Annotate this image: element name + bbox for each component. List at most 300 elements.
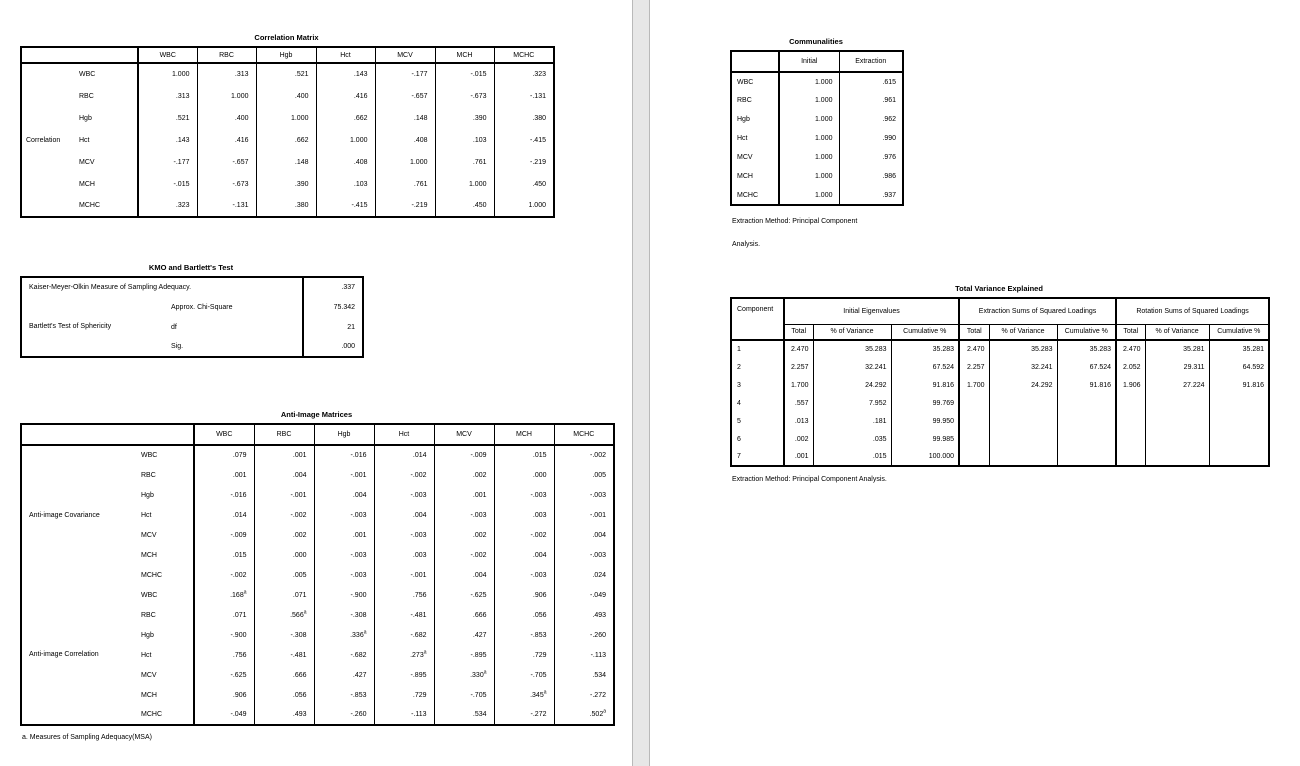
row-label: Hct	[737, 135, 748, 142]
value-cell: -.131	[494, 85, 554, 107]
value-cell: -.003	[554, 545, 614, 565]
value-cell	[989, 394, 1057, 412]
value-cell: .666	[434, 605, 494, 625]
value-cell: -.001	[554, 505, 614, 525]
table-row	[731, 412, 1269, 430]
value-cell: -.003	[494, 485, 554, 505]
table-row	[731, 340, 1269, 358]
value-cell: -.219	[494, 151, 554, 173]
value-cell: 32.241	[813, 358, 891, 376]
table-row	[21, 585, 614, 605]
value-cell: .313	[197, 63, 256, 85]
column-header: RBC	[254, 424, 314, 445]
value-cell: -.177	[375, 63, 435, 85]
value-cell	[1209, 448, 1269, 466]
value-cell: 35.283	[891, 340, 959, 358]
column-header: Total	[1116, 324, 1145, 340]
value-cell	[1057, 430, 1116, 448]
value-cell: .906	[494, 585, 554, 605]
value-cell: -.625	[434, 585, 494, 605]
value-cell: -.895	[434, 645, 494, 665]
value-cell: -.415	[316, 195, 375, 217]
value-cell: -.001	[374, 565, 434, 585]
component-cell: 4	[737, 399, 741, 407]
value-cell: 1.000	[256, 107, 316, 129]
row-label: WBC	[141, 591, 158, 599]
value-cell: 1.000	[779, 167, 839, 186]
table-row	[731, 91, 903, 110]
value-cell: .380	[494, 107, 554, 129]
total-variance-footer: Extraction Method: Principal Component Analysis.	[732, 476, 887, 483]
value-cell: .521	[256, 63, 316, 85]
value-cell: -.682	[314, 645, 374, 665]
table-row	[731, 129, 903, 148]
value-cell: -.657	[197, 151, 256, 173]
value-cell: .013	[784, 412, 813, 430]
value-cell: .148	[256, 151, 316, 173]
value-cell: -.673	[435, 85, 494, 107]
value-cell: .323	[494, 63, 554, 85]
column-header: MCV	[434, 424, 494, 445]
value-cell	[959, 394, 989, 412]
value-cell: .400	[256, 85, 316, 107]
value-cell	[989, 430, 1057, 448]
value-cell: 35.281	[1209, 340, 1269, 358]
value-cell: -.003	[314, 545, 374, 565]
component-cell: 7	[737, 453, 741, 460]
total-variance-table	[730, 297, 1270, 467]
component-cell: 2	[737, 363, 741, 371]
value-cell: .071	[254, 585, 314, 605]
row-label: Hgb	[141, 491, 154, 499]
row-label: Hct	[141, 651, 152, 659]
stat-value: 21	[303, 317, 363, 337]
value-cell: -.016	[194, 485, 254, 505]
value-cell: .662	[256, 129, 316, 151]
stat-label: df	[171, 323, 177, 331]
value-cell: -.481	[374, 605, 434, 625]
value-cell: .761	[375, 173, 435, 195]
correlation-matrix-title: Correlation Matrix	[254, 33, 319, 42]
value-cell: -.015	[435, 63, 494, 85]
value-cell: -.049	[554, 585, 614, 605]
value-cell: -.003	[434, 505, 494, 525]
table-row	[21, 151, 554, 173]
row-label: RBC	[141, 611, 156, 619]
row-label: Hgb	[141, 631, 154, 639]
value-cell: -.177	[138, 151, 197, 173]
value-cell	[1145, 394, 1209, 412]
value-cell: .557	[784, 394, 813, 412]
anti-image-table	[20, 423, 615, 726]
value-cell: 2.257	[959, 358, 989, 376]
value-cell: .756	[374, 585, 434, 605]
value-cell: .000	[494, 465, 554, 485]
value-cell: -.003	[314, 565, 374, 585]
value-cell: 1.000	[197, 85, 256, 107]
row-label: MCH	[141, 551, 157, 559]
column-header: % of Variance	[989, 324, 1057, 340]
kmo-test-block	[20, 262, 362, 358]
value-cell: 35.283	[813, 340, 891, 358]
table-row	[21, 85, 554, 107]
value-cell	[1145, 448, 1209, 466]
footer-line: Analysis.	[732, 241, 761, 248]
value-cell	[1057, 412, 1116, 430]
row-label: MCHC	[737, 191, 758, 199]
value-cell: 91.816	[891, 376, 959, 394]
value-cell: .534	[434, 705, 494, 725]
value-cell: 67.524	[891, 358, 959, 376]
value-cell: 2.470	[1116, 340, 1145, 358]
table-row	[21, 129, 554, 151]
value-cell: -.853	[494, 625, 554, 645]
value-cell: -.113	[554, 645, 614, 665]
value-cell: -.900	[314, 585, 374, 605]
anti-image-title: Anti-Image Matrices	[280, 410, 353, 419]
table-row	[21, 173, 554, 195]
value-cell: -.900	[194, 625, 254, 645]
table-row	[731, 72, 903, 91]
header-row	[731, 298, 1269, 324]
column-header: MCHC	[554, 424, 614, 445]
value-cell: 91.816	[1209, 376, 1269, 394]
value-cell: .345$^a$	[494, 685, 554, 705]
bartlett-label: Bartlett's Test of Sphericity	[29, 323, 112, 330]
value-cell: -.673	[197, 173, 256, 195]
value-cell	[1116, 394, 1145, 412]
value-cell: 99.769	[891, 394, 959, 412]
value-cell: .004	[494, 545, 554, 565]
value-cell: 1.000	[138, 63, 197, 85]
value-cell: .001	[784, 448, 813, 466]
value-cell: .380	[256, 195, 316, 217]
table-row	[731, 110, 903, 129]
column-header: WBC	[138, 47, 197, 63]
value-cell	[989, 412, 1057, 430]
value-cell: .990	[839, 129, 903, 148]
value-cell: .181	[813, 412, 891, 430]
value-cell: .416	[197, 129, 256, 151]
column-header: % of Variance	[1145, 324, 1209, 340]
total-variance-title: Total Variance Explained	[955, 284, 1043, 293]
group-label: Correlation	[26, 136, 61, 144]
row-label: RBC	[737, 97, 752, 104]
column-header: WBC	[194, 424, 254, 445]
value-cell: .014	[374, 445, 434, 465]
column-header: Hgb	[314, 424, 374, 445]
value-cell: 99.985	[891, 430, 959, 448]
group-label: Anti-image Correlation	[29, 651, 99, 658]
value-cell: -.705	[494, 665, 554, 685]
value-cell: -.002	[254, 505, 314, 525]
component-cell: 3	[737, 381, 741, 389]
value-cell: -.308	[254, 625, 314, 645]
group-header: Initial Eigenvalues	[784, 298, 959, 324]
group-label: Anti-image Covariance	[29, 512, 100, 519]
table-row	[731, 448, 1269, 466]
row-label: MCV	[79, 158, 95, 166]
value-cell: -.002	[434, 545, 494, 565]
value-cell	[1057, 394, 1116, 412]
value-cell: .390	[256, 173, 316, 195]
column-header: Hct	[316, 47, 375, 63]
value-cell: .566$^a$	[254, 605, 314, 625]
group-header: Extraction Sums of Squared Loadings	[959, 298, 1116, 324]
value-cell	[1145, 430, 1209, 448]
kmo-label: Kaiser-Meyer-Olkin Measure of Sampling Adequacy.	[29, 284, 192, 291]
stat-value: 75.342	[303, 297, 363, 317]
value-cell: .450	[435, 195, 494, 217]
value-cell: -.625	[194, 665, 254, 685]
value-cell: 1.906	[1116, 376, 1145, 394]
value-cell: 1.000	[316, 129, 375, 151]
value-cell: .168$^a$	[194, 585, 254, 605]
value-cell	[959, 448, 989, 466]
value-cell: .003	[374, 545, 434, 565]
value-cell: -.272	[494, 705, 554, 725]
value-cell: -.015	[138, 173, 197, 195]
value-cell: .427	[434, 625, 494, 645]
value-cell: .056	[494, 605, 554, 625]
header-row	[21, 47, 554, 63]
value-cell: .004	[254, 465, 314, 485]
value-cell: -.682	[374, 625, 434, 645]
value-cell: .976	[839, 148, 903, 167]
value-cell: 2.257	[784, 358, 813, 376]
value-cell: -.272	[554, 685, 614, 705]
value-cell: 1.700	[959, 376, 989, 394]
value-cell: 91.816	[1057, 376, 1116, 394]
value-cell: .906	[194, 685, 254, 705]
value-cell: .962	[839, 110, 903, 129]
value-cell: .330$^a$	[434, 665, 494, 685]
row-label: MCHC	[141, 571, 162, 579]
value-cell: .937	[839, 186, 903, 205]
value-cell: -.003	[374, 485, 434, 505]
value-cell: .662	[316, 107, 375, 129]
value-cell: -.260	[314, 705, 374, 725]
row-label: MCH	[79, 180, 95, 188]
table-row	[731, 394, 1269, 412]
column-header: MCH	[435, 47, 494, 63]
value-cell: 1.000	[779, 110, 839, 129]
value-cell	[1116, 430, 1145, 448]
correlation-matrix-table	[20, 46, 555, 218]
value-cell: 1.000	[779, 91, 839, 110]
value-cell	[1209, 394, 1269, 412]
column-header: Total	[959, 324, 989, 340]
value-cell: 2.470	[959, 340, 989, 358]
component-header: Component	[731, 298, 784, 340]
communalities-footer	[730, 210, 902, 256]
table-row	[731, 167, 903, 186]
value-cell: -.853	[314, 685, 374, 705]
component-cell: 6	[737, 435, 741, 443]
row-label: Hct	[141, 511, 152, 519]
value-cell: 35.281	[1145, 340, 1209, 358]
table-row	[731, 430, 1269, 448]
value-cell: .001	[194, 465, 254, 485]
table-row	[731, 358, 1269, 376]
corner-cell	[731, 51, 779, 72]
value-cell: -.003	[494, 565, 554, 585]
group-header: Rotation Sums of Squared Loadings	[1116, 298, 1269, 324]
column-header: MCV	[375, 47, 435, 63]
kmo-test-title: KMO and Bartlett's Test	[148, 263, 234, 272]
value-cell: -.113	[374, 705, 434, 725]
value-cell: .273$^a$	[374, 645, 434, 665]
table-row	[21, 297, 363, 317]
row-label: MCHC	[79, 202, 100, 209]
value-cell: -.009	[434, 445, 494, 465]
value-cell	[1209, 412, 1269, 430]
value-cell: 24.292	[813, 376, 891, 394]
value-cell: .103	[435, 129, 494, 151]
value-cell: -.003	[314, 505, 374, 525]
column-header: Initial	[779, 51, 839, 72]
value-cell: .001	[434, 485, 494, 505]
value-cell: .729	[494, 645, 554, 665]
value-cell: 7.952	[813, 394, 891, 412]
row-label: MCV	[737, 154, 753, 161]
value-cell: 29.311	[1145, 358, 1209, 376]
value-cell: 32.241	[989, 358, 1057, 376]
value-cell: -.003	[554, 485, 614, 505]
correlation-matrix-block	[20, 32, 553, 218]
value-cell: -.895	[374, 665, 434, 685]
value-cell: .103	[316, 173, 375, 195]
column-header: Hct	[374, 424, 434, 445]
value-cell: .400	[197, 107, 256, 129]
value-cell: .035	[813, 430, 891, 448]
value-cell: -.049	[194, 705, 254, 725]
row-label: WBC	[79, 71, 96, 78]
value-cell: .002	[254, 525, 314, 545]
value-cell: -.016	[314, 445, 374, 465]
row-label: Hct	[79, 136, 90, 144]
value-cell: -.705	[434, 685, 494, 705]
page-gap-divider	[632, 0, 650, 766]
value-cell: 1.000	[779, 186, 839, 205]
value-cell: 1.000	[494, 195, 554, 217]
table-row	[731, 148, 903, 167]
header-row	[731, 324, 1269, 340]
value-cell: .493	[554, 605, 614, 625]
total-variance-block	[730, 283, 1268, 483]
value-cell: -.308	[314, 605, 374, 625]
value-cell: .014	[194, 505, 254, 525]
table-row	[21, 63, 554, 85]
value-cell: .004	[434, 565, 494, 585]
value-cell: .521	[138, 107, 197, 129]
value-cell: .015	[813, 448, 891, 466]
column-header: Cumulative %	[1209, 324, 1269, 340]
stat-label: Approx. Chi-Square	[171, 303, 233, 311]
row-label: MCV	[141, 671, 157, 679]
value-cell: .015	[494, 445, 554, 465]
value-cell: -.001	[314, 465, 374, 485]
value-cell	[1116, 412, 1145, 430]
corner-cell	[21, 47, 138, 63]
column-header: RBC	[197, 47, 256, 63]
value-cell	[959, 430, 989, 448]
value-cell: 27.224	[1145, 376, 1209, 394]
row-label: Hgb	[737, 116, 750, 123]
value-cell: .416	[316, 85, 375, 107]
value-cell: .408	[375, 129, 435, 151]
column-header: Hgb	[256, 47, 316, 63]
table-row	[731, 376, 1269, 394]
value-cell: .986	[839, 167, 903, 186]
value-cell: -.260	[554, 625, 614, 645]
row-label: MCHC	[141, 711, 162, 718]
value-cell: .666	[254, 665, 314, 685]
value-cell: .001	[314, 525, 374, 545]
value-cell: .056	[254, 685, 314, 705]
stat-value: .000	[303, 337, 363, 357]
value-cell: .336$^a$	[314, 625, 374, 645]
footer-line: Extraction Method: Principal Component	[732, 218, 858, 225]
value-cell: .323	[138, 195, 197, 217]
value-cell: -.657	[375, 85, 435, 107]
value-cell: .004	[374, 505, 434, 525]
value-cell: .005	[254, 565, 314, 585]
value-cell: .502$^a$	[554, 705, 614, 725]
value-cell: .534	[554, 665, 614, 685]
table-row	[21, 107, 554, 129]
stat-label: Sig.	[171, 343, 184, 350]
value-cell: 35.283	[1057, 340, 1116, 358]
value-cell: -.131	[197, 195, 256, 217]
value-cell	[1209, 430, 1269, 448]
value-cell: .390	[435, 107, 494, 129]
value-cell	[1116, 448, 1145, 466]
table-row	[21, 445, 614, 465]
value-cell: 1.000	[375, 151, 435, 173]
value-cell: 35.283	[989, 340, 1057, 358]
table-row	[21, 277, 363, 297]
value-cell: 67.524	[1057, 358, 1116, 376]
row-label: MCV	[141, 531, 157, 539]
column-header: MCHC	[494, 47, 554, 63]
value-cell: .005	[554, 465, 614, 485]
value-cell: 64.592	[1209, 358, 1269, 376]
value-cell: -.002	[554, 445, 614, 465]
value-cell: .004	[554, 525, 614, 545]
value-cell: .756	[194, 645, 254, 665]
row-label: RBC	[79, 92, 94, 100]
value-cell: .761	[435, 151, 494, 173]
value-cell: .024	[554, 565, 614, 585]
value-cell: 1.000	[435, 173, 494, 195]
value-cell: .427	[314, 665, 374, 685]
value-cell: .002	[784, 430, 813, 448]
row-label: MCH	[737, 173, 753, 180]
value-cell: 2.470	[784, 340, 813, 358]
value-cell: .493	[254, 705, 314, 725]
column-header: Cumulative %	[891, 324, 959, 340]
row-label: Hgb	[79, 114, 92, 122]
value-cell: -.481	[254, 645, 314, 665]
value-cell: 99.950	[891, 412, 959, 430]
value-cell: 1.700	[784, 376, 813, 394]
value-cell: -.002	[494, 525, 554, 545]
corner-cell	[21, 424, 194, 445]
value-cell: .450	[494, 173, 554, 195]
value-cell: -.001	[254, 485, 314, 505]
communalities-title: Communalities	[789, 37, 843, 46]
